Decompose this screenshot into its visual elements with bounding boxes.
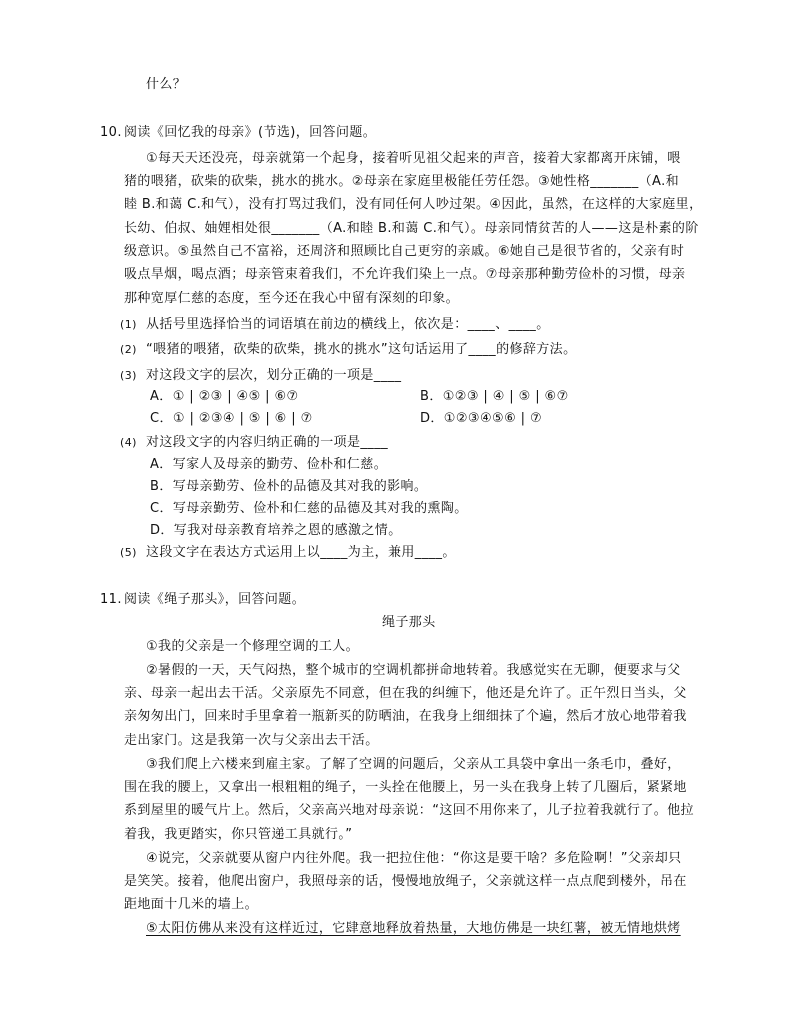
q10-sub3-text: 对这段文字的层次，划分正确的一项是____ <box>146 368 402 383</box>
q11-passage-line: 走出家门。这是我第一次与父亲出去干活。 <box>124 733 379 748</box>
q10-sub4-option: D．写我对母亲教育培养之恩的感激之情。 <box>150 523 402 538</box>
q10-prompt: 阅读《回忆我的母亲》(节选)，回答问题。 <box>124 125 377 140</box>
q10-sub2-text: “喂猪的喂猪，砍柴的砍柴，挑水的挑水”这句话运用了____的修辞方法。 <box>146 342 577 357</box>
q10-sub1-label: (1) <box>120 318 137 331</box>
q10-passage-line: 级意识。⑤虽然自己不富裕，还周济和照顾比自己更穷的亲戚。⑥她自己是很节省的，父亲有时 <box>124 244 685 259</box>
q10-passage-line: 睦 B.和蔼 C.和气），没有打骂过我们，没有同任何人吵过架。④因此，虽然，在这样的大家庭里， <box>124 197 703 212</box>
q10-sub3-option-c: C．① | ②③④ | ⑤ | ⑥ | ⑦ <box>150 411 313 426</box>
q10-passage-line: 猪的喂猪，砍柴的砍柴，挑水的挑水。②母亲在家庭里极能任劳任怨。③她性格_______（A.和 <box>124 174 680 189</box>
q10-sub3-option-d: D．①②③④⑤⑥ | ⑦ <box>420 411 543 426</box>
q10-passage-line: 长幼、伯叔、妯娌相处很_______（A.和睦 B.和蔼 C.和气）。母亲同情贫苦的人——这是朴素的阶 <box>124 221 699 236</box>
q11-passage-line: 亲匆匆出门，回来时手里拿着一瓶新买的防晒油，在我身上细细抹了个遍，然后才放心地带着我 <box>124 709 687 724</box>
q10-sub4-option: C．写母亲勤劳、俭朴和仁慈的品德及其对我的熏陶。 <box>150 501 468 516</box>
q11-underlined-passage-line: ⑤太阳仿佛从来没有这样近过，它肆意地释放着热量，大地仿佛是一块红薯，被无情地烘烤 <box>146 921 681 936</box>
q10-sub5-text: 这段文字在表达方式运用上以____为主，兼用____。 <box>146 545 456 560</box>
q10-sub3-option-a: A．① | ②③ | ④⑤ | ⑥⑦ <box>150 389 299 404</box>
q11-passage-line: 亲、母亲一起出去干活。父亲原先不同意，但在我的纠缠下，他还是允许了。正午烈日当头，父 <box>124 686 687 701</box>
q11-passage-line: 围在我的腰上，又拿出一根粗粗的绳子，一头拴在他腰上，另一头在我身上转了几圈后，紧紧地 <box>124 780 687 795</box>
q11-passage-line: 是笑笑。接着，他爬出窗户，我照母亲的话，慢慢地放绳子，父亲就这样一点点爬到楼外，吊在 <box>124 874 687 889</box>
q10-sub4-option: A．写家人及母亲的勤劳、俭朴和仁慈。 <box>150 457 388 472</box>
q10-number: 10. <box>100 125 122 140</box>
q10-sub1-text: 从括号里选择恰当的词语填在前边的横线上，依次是：____、____。 <box>146 317 550 332</box>
q10-passage-line: ①每天天还没亮，母亲就第一个起身，接着听见祖父起来的声音，接着大家都离开床铺，喂 <box>146 151 681 166</box>
q10-passage-line: 吸点旱烟，喝点酒；母亲管束着我们，不允许我们染上一点。⑦母亲那种勤劳俭朴的习惯，母亲 <box>124 267 686 282</box>
q11-passage-line: ①我的父亲是一个修理空调的工人。 <box>146 639 360 654</box>
q10-sub4-label: (4) <box>120 436 137 449</box>
q11-passage-line: 着我，我更踏实，你只管递工具就行。” <box>124 827 353 842</box>
q10-sub2-label: (2) <box>120 343 137 356</box>
previous-question-fragment: 什么？ <box>146 77 187 92</box>
q11-passage-line: 距地面十几米的墙上。 <box>124 897 259 912</box>
q11-passage-line: ②暑假的一天，天气闷热，整个城市的空调机都拼命地转着。我感觉实在无聊，便要求与父 <box>146 663 681 678</box>
q10-sub4-option: B．写母亲勤劳、俭朴的品德及其对我的影响。 <box>150 479 428 494</box>
q10-sub4-text: 对这段文字的内容归纳正确的一项是____ <box>146 435 389 450</box>
q10-sub3-label: (3) <box>120 369 137 382</box>
q11-prompt: 阅读《绳子那头》，回答问题。 <box>124 592 306 607</box>
q11-story-title: 绳子那头 <box>382 615 436 630</box>
q10-passage-line: 那种宽厚仁慈的态度，至今还在我心中留有深刻的印象。 <box>124 291 460 306</box>
q11-passage-line: ③我们爬上六楼来到雇主家。了解了空调的问题后，父亲从工具袋中拿出一条毛巾，叠好， <box>146 757 681 772</box>
q10-sub3-option-b: B．①②③ | ④ | ⑤ | ⑥⑦ <box>420 389 569 404</box>
q11-number: 11. <box>100 592 122 607</box>
q10-sub5-label: (5) <box>120 546 137 559</box>
q11-passage-line: 系到屋里的暖气片上。然后，父亲高兴地对母亲说：“这回不用你来了，儿子拉着我就行了。他拉 <box>124 803 694 818</box>
q11-passage-line: ④说完，父亲就要从窗户内往外爬。我一把拉住他：“你这是要干啥？多危险啊！”父亲却只 <box>146 851 682 866</box>
